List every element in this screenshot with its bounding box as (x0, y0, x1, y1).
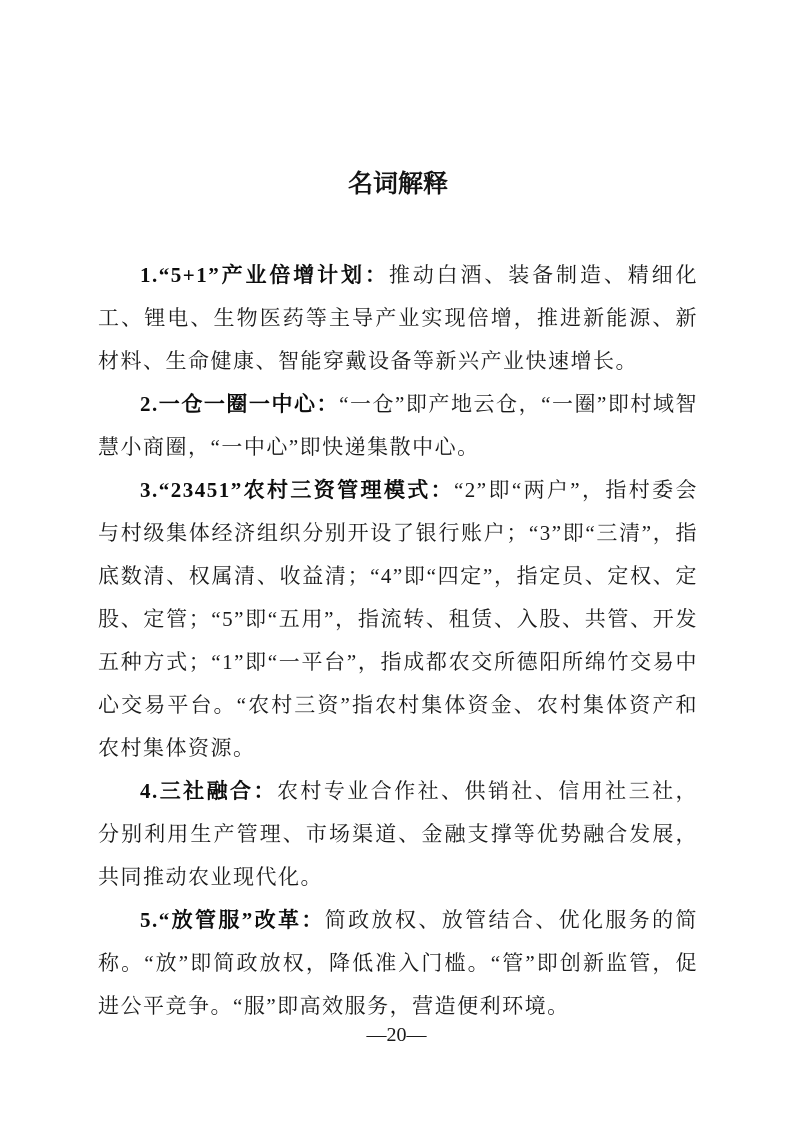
term-definition: 推动白酒、装备制造、精细化工、锂电、生物医药等主导产业实现倍增，推进新能源、新材料、生命健康、智能穿戴设备等新兴产业快速增长。 (98, 263, 698, 373)
term-definition: 农村专业合作社、供销社、信用社三社，分别利用生产管理、市场渠道、金融支撑等优势融合发展，共同推动农业现代化。 (98, 779, 699, 889)
glossary-paragraph (98, 899, 698, 1028)
term-label: 3.“23451”农村三资管理模式： (140, 478, 454, 502)
glossary-body (98, 254, 698, 1028)
page-number: —20— (366, 1024, 427, 1046)
glossary-paragraph (98, 770, 698, 899)
term-label: 4.三社融合： (140, 779, 277, 803)
glossary-paragraph (98, 383, 698, 469)
glossary-paragraph (98, 469, 698, 770)
term-definition: 简政放权、放管结合、优化服务的简称。“放”即简政放权，降低准入门槛。“管”即创新监管，促进公平竞争。“服”即高效服务，营造便利环境。 (98, 908, 699, 1018)
document-content (98, 0, 698, 1028)
term-definition: “2”即“两户”，指村委会与村级集体经济组织分别开设了银行账户；“3”即“三清”，指底数清、权属清、收益清；“4”即“四定”，指定员、定权、定股、定管；“5”即“五用”，指流转、租赁、入股、共管、开发五种方式；“1”即“一平台”，指成都农交所德阳所绵竹交易中心交易平台。“农村三资”指农村集体资金、农村集体资产和农村集体资源。 (98, 478, 698, 760)
glossary-paragraph (98, 254, 698, 383)
page-title: 名词解释 (347, 170, 448, 198)
term-label: 1.“5+1”产业倍增计划： (140, 263, 389, 287)
term-definition: “一仓”即产地云仓，“一圈”即村域智慧小商圈，“一中心”即快递集散中心。 (98, 392, 698, 459)
term-label: 5.“放管服”改革： (140, 908, 325, 932)
term-label: 2.一仓一圈一中心： (140, 392, 340, 416)
